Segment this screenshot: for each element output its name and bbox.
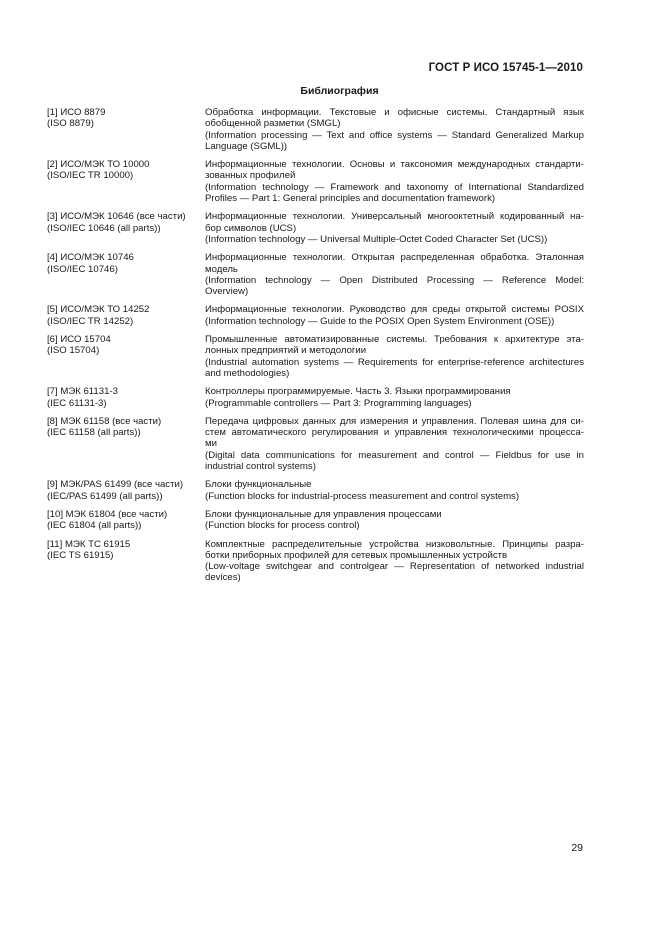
description-line: Language (SGML)) [205,140,288,152]
description-line: and methodologies) [205,367,290,379]
description-line: Информационные технологии. Руководство для среды открытой системы POSIX [205,304,584,316]
description-line: (Information processing — Text and office systems — Standard Generalized Markup [205,129,584,141]
description-line: (Information technology — Guide to the POSIX Open System Environment (OSE)) [205,315,555,327]
description-line: модель [205,263,238,275]
reference-line: (IEC TS 61915) [47,549,114,561]
description-line: Overview) [205,286,249,298]
description-line: devices) [205,572,241,584]
description-line: (Information technology — Framework and taxonomy of International Standardized [205,181,584,193]
bibliography-list [47,107,584,591]
description-line: (Industrial automation systems — Requirements for enterprise-reference architectures [205,356,584,368]
bibliography-entry [47,252,584,297]
reference-line: (ISO/IEC 10646 (all parts)) [47,222,161,234]
bibliography-entry [47,159,584,204]
entry-description [205,107,584,152]
entry-reference [47,304,205,327]
bibliography-entry [47,416,584,472]
reference-line: (ISO/IEC TR 10000) [47,170,134,182]
description-line: зованных профилей [205,170,296,182]
reference-line: (IEC 61131-3) [47,397,107,409]
entry-reference [47,479,205,502]
description-line: (Information technology — Open Distributed Processing — Reference Model: [205,274,584,286]
document-code: ГОСТ Р ИСО 15745-1—2010 [428,62,583,74]
entry-reference [47,386,205,409]
description-line: Передача цифровых данных для измерения и управления. Полевая шина для си- [205,415,584,427]
description-line: (Information technology — Universal Multiple-Octet Coded Character Set (UCS)) [205,233,548,245]
bibliography-entry [47,509,584,532]
reference-line: [6] ИСО 15704 [47,334,111,346]
reference-line: (IEC/PAS 61499 (all parts)) [47,490,163,502]
reference-line: (IEC 61804 (all parts)) [47,520,142,532]
description-line: (Programmable controllers — Part 3: Programming languages) [205,397,472,409]
bibliography-entry [47,304,584,327]
reference-line: (ISO 8879) [47,118,94,130]
description-line: бор символов (UCS) [205,222,297,234]
description-line: Блоки функциональные для управления процессами [205,508,442,520]
reference-line: (IEC 61158 (all parts)) [47,427,141,439]
entry-description [205,304,584,327]
entry-reference [47,159,205,204]
entry-description [205,386,584,409]
bibliography-entry [47,211,584,245]
reference-line: [9] МЭК/PAS 61499 (все части) [47,479,184,491]
description-line: Комплектные распределительные устройства низковольтные. Принципы разра- [205,538,584,550]
bibliography-entry [47,386,584,409]
reference-line: [3] ИСО/МЭК 10646 (все части) [47,211,186,223]
description-line: Информационные технологии. Универсальный многооктетный кодированный на- [205,211,584,223]
bibliography-entry [47,479,584,502]
reference-line: [11] МЭК ТС 61915 [47,538,131,550]
reference-line: (ISO/IEC TR 14252) [47,315,134,327]
description-line: (Function blocks for process control) [205,520,360,532]
description-line: Промышленные автоматизированные системы. Требования к архитектуре эта- [205,334,584,346]
reference-line: (ISO/IEC 10746) [47,263,118,275]
entry-reference [47,252,205,297]
entry-reference [47,416,205,472]
page-number: 29 [571,842,583,854]
reference-line: [4] ИСО/МЭК 10746 [47,252,134,264]
reference-line: (ISO 15704) [47,345,100,357]
reference-line: [5] ИСО/МЭК ТО 14252 [47,304,150,316]
entry-reference [47,509,205,532]
bibliography-title: Библиография [300,85,379,97]
entry-description [205,159,584,204]
reference-line: [1] ИСО 8879 [47,107,106,118]
bibliography-entry [47,334,584,379]
entry-reference [47,107,205,152]
description-line: industrial control systems) [205,461,316,473]
reference-line: [2] ИСО/МЭК ТО 10000 [47,159,150,171]
description-line: (Digital data communications for measurement and control — Fieldbus for use in [205,449,584,461]
reference-line: [7] МЭК 61131-3 [47,386,118,398]
description-line: ботки приборных профилей для сетевых промышленных устройств [205,549,508,561]
entry-description [205,539,584,584]
description-line: Информационные технологии. Основы и таксономия международных стандарти- [205,159,584,171]
entry-description [205,479,584,502]
description-line: ми [205,438,217,450]
entry-reference [47,539,205,584]
entry-description [205,509,584,532]
description-line: обобщенной разметки (SMGL) [205,118,341,130]
description-line: (Function blocks for industrial-process measurement and control systems) [205,490,520,502]
description-line: стем автоматического регулирования и управления технологическими процесса- [205,427,584,439]
description-line: лонных предприятий и методологии [205,345,367,357]
bibliography-entry [47,539,584,584]
description-line: (Low-voltage switchgear and controlgear — Representation of networked industrial [205,561,584,573]
entry-reference [47,211,205,245]
entry-description [205,334,584,379]
description-line: Контроллеры программируемые. Часть 3. Языки программирования [205,386,511,398]
bibliography-entry [47,107,584,152]
entry-description [205,211,584,245]
entry-description [205,252,584,297]
reference-line: [8] МЭК 61158 (все части) [47,415,162,427]
description-line: Profiles — Part 1: General principles and documentation framework) [205,193,496,205]
description-line: Информационные технологии. Открытая распределенная обработка. Эталонная [205,252,584,264]
description-line: Обработка информации. Текстовые и офисные системы. Стандартный язык [205,107,584,118]
description-line: Блоки функциональные [205,479,312,491]
reference-line: [10] МЭК 61804 (все части) [47,508,168,520]
entry-reference [47,334,205,379]
entry-description [205,416,584,472]
